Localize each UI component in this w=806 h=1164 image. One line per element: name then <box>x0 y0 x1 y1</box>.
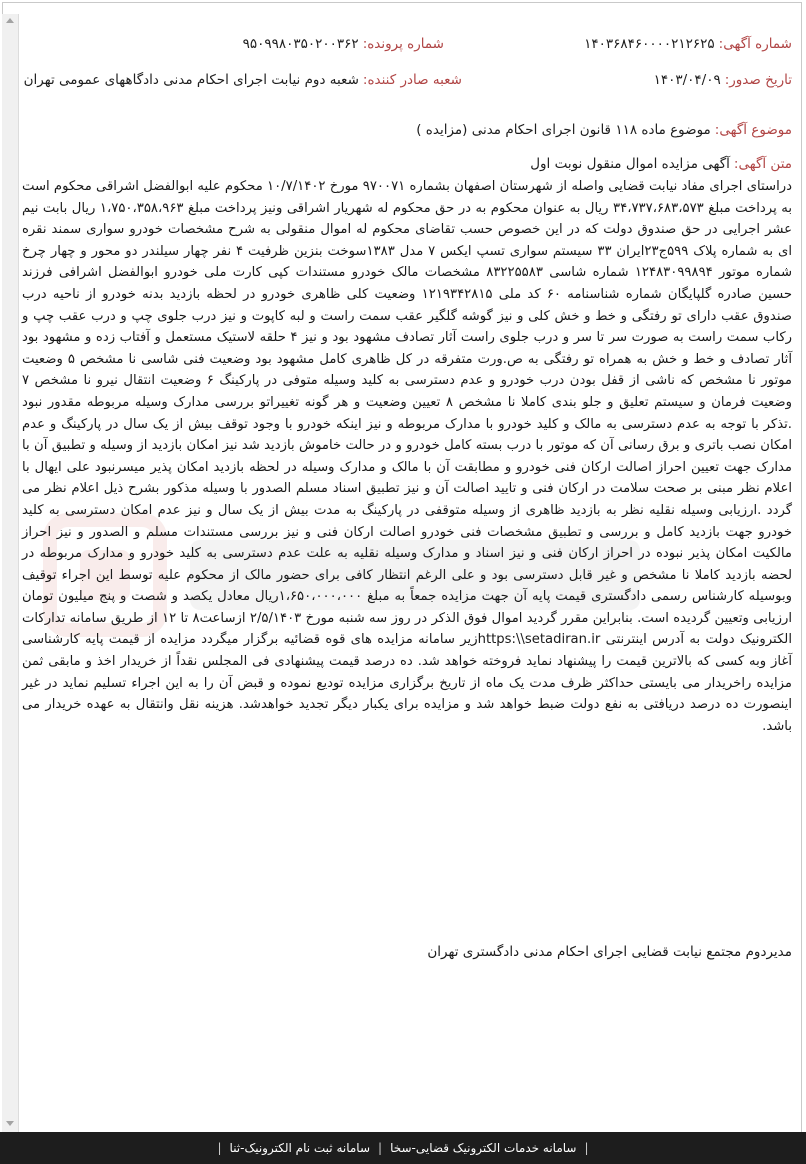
subject: موضوع ماده ۱۱۸ قانون اجرای احکام مدنی (مزایده ) <box>416 122 711 138</box>
notice-body: دراستای اجرای مفاد نیابت قضایی واصله از شهرستان اصفهان بشماره ۹۷۰۰۷۱ مورخ ۱۰/۷/۱۴۰۲ محکوم علیه ابوالفضل اشراقی محکوم است به پرداخت مبلغ ۳۴،۷۳۷،۶۸۳،۵۷۳ ریال به عنوان محکوم به در حق محکوم له شهریار اشراقی ونیز پرداخت مبلغ ۱،۷۵۰،۳۵۸،۹۶۳ ریال بابت نیم عشر اجرایی در حق صندوق دولت که در این خصوص حسب تقاضای محکوم له اموال منقولی به شرح مشخصات خودرو سواری سمند نقره ای به شماره پلاک ۵۹۹ج۲۳ایران ۳۳ سیستم سواری تسپ ایکس ۷ مدل ۱۳۸۳سوخت بنزین ظرفیت ۴ نفر چهار سیلندر دو محور و چهار چرخ شماره موتور ۱۲۴۸۳۰۹۹۸۹۴ شماره شاسی ۸۳۲۲۵۵۸۳ مشخصات مالک خودرو مستندات کپی کارت ملی خودرو ابوالفضل اشرافی فرزند حسین صادره گلپایگان شماره شناسنامه ۶۰ کد ملی ۱۲۱۹۳۴۲۸۱۵ وضعیت کلی ظاهری خودرو در لحظه بازدید بدنه خودرو از ناحیه درب صندوق عقب دارای تو رفتگی و خط و خش کلی و نیز گوشه گلگیر عقب سمت راست و لبه کاپوت و نیز درب جلوی چپ و درب عقب چپ و رکاب سمت راست به صورت سر تا سر و درب جلوی راست آثار تصادف مشهود بود و نیز ۴ حلقه لاستیک مستعمل و آفتاب زده و مشهود بود آثار تصادف و خط و خش به همراه تو رفتگی به ص.ورت متفرقه در کل ظاهری کامل مشهود بود وضعیت فنی شاسی نا مشخص ۵ وضعیت موتور نا مشخص که ناشی از قفل بودن درب خودرو و عدم دسترسی به کلید وسیله متوفی در پارکینگ ۶ وضعیت انتقال نیرو نا مشخص ۷ وضعیت فرمان و سیستم تعلیق و جلو بندی کاملا نا مشخص ۸ تعیین وضعیت و هر گونه تغییراتو بررسی مدارک وسیله مربوطه مقدور نبود .تذکر با توجه به عدم دسترسی به مالک و کلید خودرو با مدارک مربوطه و نیز اینکه خودرو با وجود توقف بیش از یک سال در پارکینگ و عدم امکان نصب باتری و برق رسانی آن که موتور با درب بسته کامل خودرو و در حالت خاموش بازدید شد نیز امکان بازدید از وسیله و تطبیق آن با مدارک جهت تعیین احراز اصالت ارکان فنی خودرو و مطابقت آن با مالک و مدارک وسیله در لحظه بازدید امکان پذیر میسرنبود علی ایهال با اعلام نظر مبنی بر صحت سلامت در ارکان فنی و تایید اصالت آن و نیز تطبیق اسناد مسلم الصدور با وسیله مذکور بشرح ذیل اعلام نظر می گردد .ارزیابی وسیله نقلیه نظر به بازدید ظاهری از وسیله متوقفی در پارکینگ به مدت بیش از یک سال و نیز عدم امکان دسترسی به کلید خودرو جهت بازدید کامل و بررسی و تطبیق مشخصات فنی خودرو اصالت ارکان فنی و نیز بررسی مستندات مسلم و الصدور و نیز احراز مالکیت امکان پذیر نبوده در احراز ارکان فنی و نیز اسناد و مدارک وسیله نقلیه به علت عدم دسترسی به کلید خودرو و مدارک مربوطه در لحضه بازدید کاملا نا مشخص و غیر قابل دسترسی بود و علی الرغم انتظار کافی برای حضور مالک از محکوم علیه توسط این اجراء توقیف وبوسیله کارشناس رسمی دادگستری قیمت پایه آن جهت مزایده جمعاً به مبلغ ۱،۶۵۰،۰۰۰،۰۰۰ریال معادل یکصد و شصت و پنج میلیون تومان ارزیابی وتعیین گردیده است. بنابراین مقرر گردید اموال فوق الذکر در روز سه شنبه مورخ ۲/۵/۱۴۰۳ ازساعت۸ تا ۱۲ از طریق سامانه تدارکات الکترونیک دولت به آدرس اینترنتی https:\\setadiran.irزیر سامانه مزایده های قوه قضائیه برگزار میگردد مزایده از قیمت پایه کارشناسی آغاز وبه کسی که بالاترین قیمت را پیشنهاد نماید فروخته خواهد شد. ده درصد قیمت پیشنهادی فی المجلس نقداً از خریدار اخذ و مابقی ثمن مزایده راخریدار می بایستی حداکثر ظرف مدت یک ماه از تاریخ برگزاری مزایده تودیع نموده و قبض آن را به این اجراء تسلیم نماید در غیر اینصورت ده درصد دریافتی به نفع دولت ضبط خواهد شد و مزایده برای یکبار دیگر تجدید خواهدشد. هزینه نقل وانتقال به عهده خریدار می باشد. <box>22 179 793 734</box>
issuing-branch-label: شعبه صادر کننده: <box>362 72 462 88</box>
signature: مدیردوم مجتمع نیابت قضایی اجرای احکام مدنی دادگستری تهران <box>427 944 792 960</box>
case-number: ۹۵۰۹۹۸۰۳۵۰۲۰۰۳۶۲ <box>242 36 359 52</box>
notice-number-row <box>584 36 792 52</box>
separator: | <box>378 1141 383 1155</box>
vertical-scrollbar[interactable] <box>2 14 19 1132</box>
subject-row <box>416 122 792 138</box>
case-number-row <box>243 36 444 52</box>
link-sakha[interactable]: سامانه خدمات الکترونیک قضایی-سخا <box>390 1141 577 1155</box>
notice-number: ۱۴۰۳۶۸۴۶۰۰۰۰۲۱۲۶۲۵ <box>584 36 715 52</box>
issuing-branch-row <box>24 72 462 88</box>
scroll-down-arrow-icon[interactable] <box>6 1121 14 1126</box>
issue-date-label: تاریخ صدور: <box>724 72 792 88</box>
text-label: متن آگهی: <box>733 156 792 172</box>
scroll-up-arrow-icon[interactable] <box>6 18 14 23</box>
issue-date-row <box>654 72 792 88</box>
subject-label: موضوع آگهی: <box>714 122 792 138</box>
separator: | <box>584 1141 589 1155</box>
text-title: آگهی مزایده اموال منقول نوبت اول <box>530 156 730 172</box>
issue-date: ۱۴۰۳/۰۴/۰۹ <box>653 72 721 88</box>
issuing-branch: شعبه دوم نیابت اجرای احکام مدنی دادگاههای عمومی تهران <box>23 72 359 88</box>
case-number-label: شماره پرونده: <box>362 36 444 52</box>
link-sana[interactable]: سامانه ثبت نام الکترونیک-ثنا <box>229 1141 371 1155</box>
notice-number-label: شماره آگهی: <box>718 36 792 52</box>
bottom-bar <box>0 1132 806 1164</box>
separator: | <box>217 1141 222 1155</box>
text-title-row <box>530 156 792 172</box>
